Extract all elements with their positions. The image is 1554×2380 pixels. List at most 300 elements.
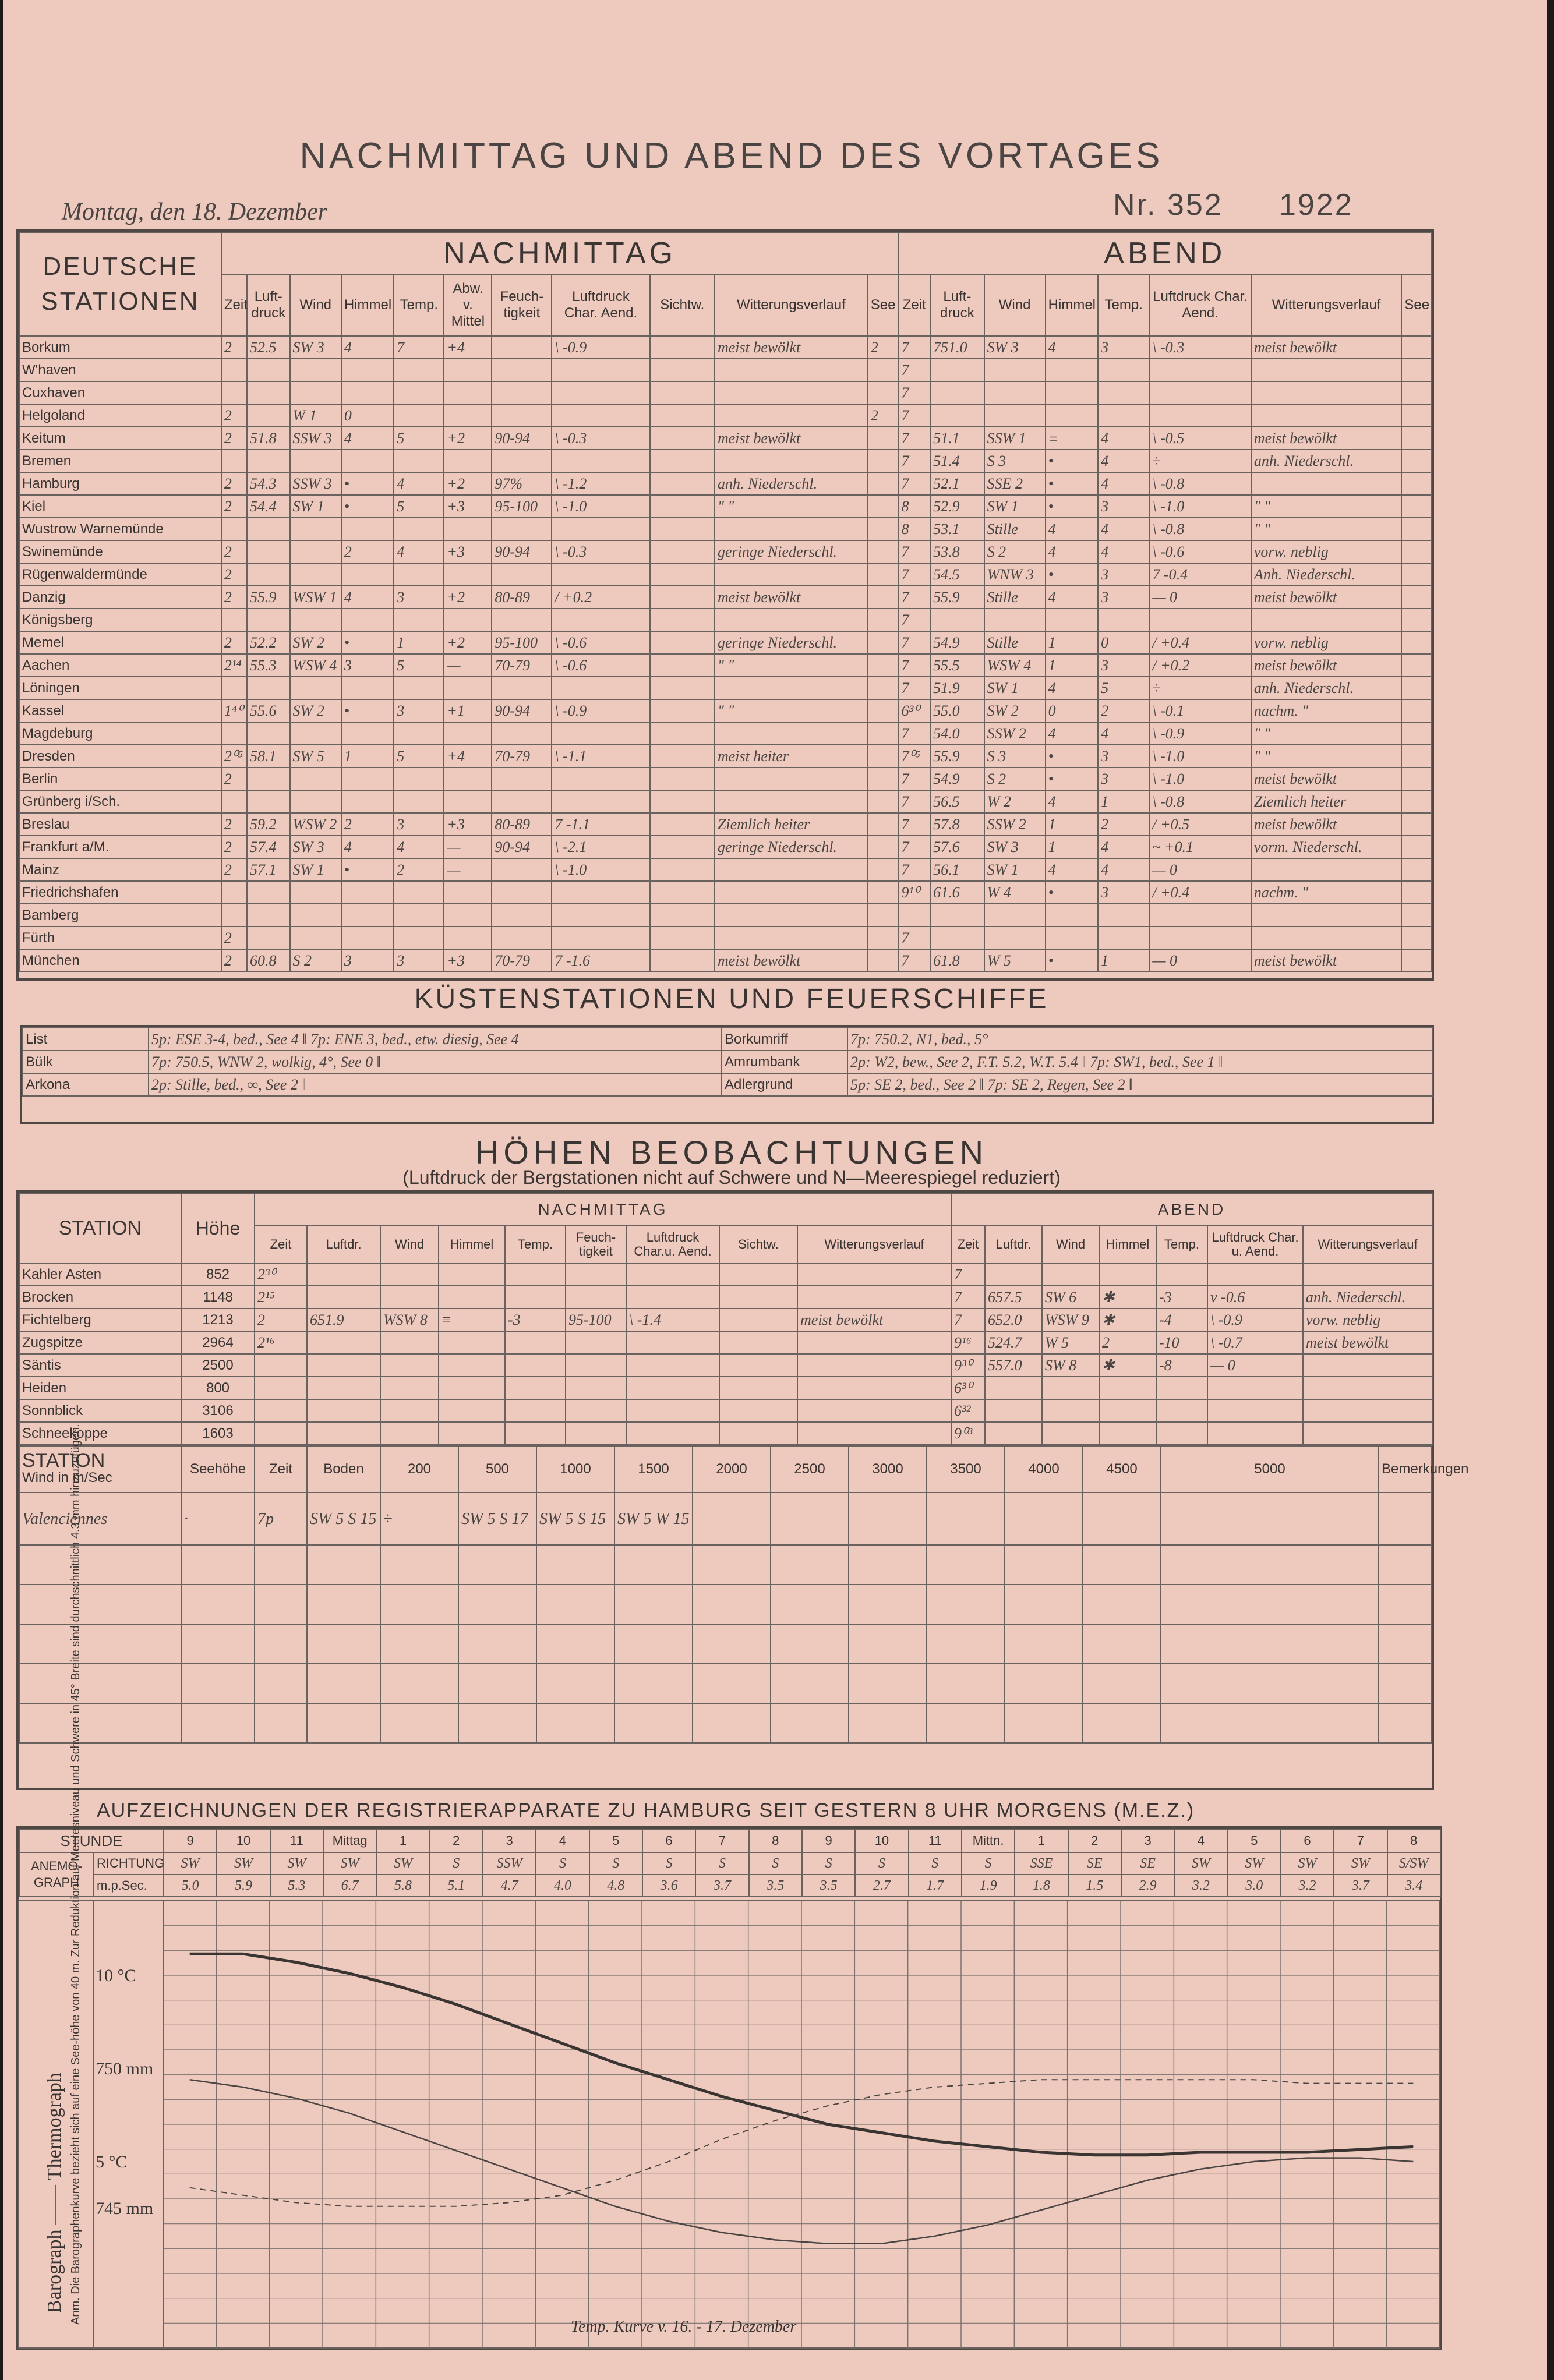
nm-cell — [650, 790, 715, 813]
ab-cell: 4 — [1098, 858, 1149, 881]
direction-cell: SW — [164, 1852, 217, 1875]
nm-cell — [868, 904, 899, 926]
direction-cell: SW — [1174, 1852, 1227, 1875]
direction-cell: SW — [270, 1852, 323, 1875]
ab-cell: S 2 — [984, 768, 1046, 790]
wind-col-header: 4500 — [1083, 1446, 1161, 1493]
hour-cell: 9 — [802, 1829, 855, 1852]
wind-cell: ÷ — [380, 1493, 458, 1545]
ab-cell: \ -0.8 — [1149, 518, 1251, 540]
table-row — [19, 427, 1431, 450]
nm-cell — [505, 1377, 566, 1399]
nm-cell — [394, 609, 444, 631]
ab-cell — [1098, 904, 1149, 926]
nm-cell — [307, 1377, 380, 1399]
ab-cell: 1 — [1046, 836, 1098, 858]
nm-cell: 54.3 — [247, 472, 290, 495]
wind-cell: 7p — [255, 1493, 307, 1545]
nm-cell: 5 — [394, 427, 444, 450]
ab-cell: / +0.5 — [1149, 813, 1251, 836]
ab-cell: 7 — [898, 472, 930, 495]
table-row — [19, 858, 1431, 881]
speed-cell: 1.7 — [909, 1875, 962, 1897]
empty-cell — [307, 1703, 380, 1743]
ab-cell: 53.8 — [930, 540, 984, 563]
station-name: Aachen — [19, 654, 221, 677]
nm-cell — [715, 518, 868, 540]
nm-cell: SW 5 — [290, 745, 341, 768]
nm-cell: 2 — [221, 836, 247, 858]
nm-col-header: Abw. v. Mittel — [444, 274, 492, 336]
nm-cell — [492, 722, 552, 745]
ab-cell: Anh. Niederschl. — [1251, 563, 1402, 586]
empty-cell — [380, 1703, 458, 1743]
direction-cell: S — [909, 1852, 962, 1875]
nm-cell — [715, 768, 868, 790]
nm-cell — [307, 1422, 380, 1445]
heights-nm-col-header: Luftdruck Char.u. Aend. — [626, 1226, 719, 1263]
ab-cell: 3 — [1098, 495, 1149, 518]
nm-cell — [650, 722, 715, 745]
nm-cell — [221, 518, 247, 540]
empty-cell — [1161, 1545, 1379, 1585]
nm-cell — [492, 518, 552, 540]
nm-col-header: Luft-druck — [247, 274, 290, 336]
wind-cell — [1005, 1493, 1083, 1545]
nm-cell — [626, 1331, 719, 1354]
nm-cell: 80-89 — [492, 813, 552, 836]
nm-cell: 70-79 — [492, 654, 552, 677]
nm-cell — [505, 1331, 566, 1354]
ab-cell: • — [1046, 563, 1098, 586]
ab-col-header: Wind — [984, 274, 1046, 336]
empty-cell — [849, 1545, 927, 1585]
empty-cell — [536, 1545, 614, 1585]
nm-cell — [221, 722, 247, 745]
speed-cell: 3.0 — [1228, 1875, 1281, 1897]
nm-cell — [868, 631, 899, 654]
ab-cell — [1401, 926, 1431, 949]
wind-col-header: 5000 — [1161, 1446, 1379, 1493]
ab-cell: nachm. " — [1251, 699, 1402, 722]
nm-cell — [650, 336, 715, 359]
ab-cell — [985, 1399, 1042, 1422]
nm-cell — [394, 563, 444, 586]
nm-cell — [247, 904, 290, 926]
nm-cell — [341, 722, 394, 745]
nm-cell — [290, 904, 341, 926]
empty-cell — [380, 1624, 458, 1664]
nm-cell: 1⁴⁰ — [221, 699, 247, 722]
empty-cell — [380, 1545, 458, 1585]
ab-cell — [1149, 404, 1251, 427]
nm-cell — [719, 1309, 797, 1331]
nm-cell: 55.6 — [247, 699, 290, 722]
ab-col-header: Temp. — [1098, 274, 1149, 336]
nm-cell — [444, 359, 492, 381]
nm-cell — [650, 745, 715, 768]
heights-nm-col-header: Himmel — [439, 1226, 505, 1263]
nm-cell — [394, 404, 444, 427]
table-row — [19, 1545, 1431, 1585]
nm-cell — [492, 858, 552, 881]
nm-cell: +3 — [444, 813, 492, 836]
station-name: Dresden — [19, 745, 221, 768]
ab-cell: WNW 3 — [984, 563, 1046, 586]
wind-col-header: Seehöhe — [181, 1446, 255, 1493]
nm-cell — [566, 1422, 626, 1445]
ab-cell: 1 — [1046, 654, 1098, 677]
report-year: 1922 — [1279, 188, 1354, 222]
direction-cell: SSW — [483, 1852, 536, 1875]
ab-cell: 7 — [898, 677, 930, 699]
ab-cell — [1401, 654, 1431, 677]
nm-cell — [492, 336, 552, 359]
speed-cell: 5.0 — [164, 1875, 217, 1897]
empty-cell — [380, 1664, 458, 1703]
ab-cell: meist bewölkt — [1251, 427, 1402, 450]
ab-cell — [1401, 427, 1431, 450]
nm-cell: 4 — [394, 836, 444, 858]
nm-cell — [341, 450, 394, 472]
nm-cell: +4 — [444, 745, 492, 768]
nm-cell — [552, 768, 649, 790]
nm-cell — [394, 518, 444, 540]
ab-cell: 7 — [898, 381, 930, 404]
nm-cell — [444, 722, 492, 745]
nm-cell — [868, 495, 899, 518]
ab-cell: 55.9 — [930, 586, 984, 609]
empty-cell — [536, 1624, 614, 1664]
ab-cell — [1207, 1263, 1303, 1286]
ab-cell — [1401, 336, 1431, 359]
nm-cell: WSW 1 — [290, 586, 341, 609]
hour-cell: 7 — [695, 1829, 748, 1852]
ab-cell — [1401, 631, 1431, 654]
nm-cell: +2 — [444, 472, 492, 495]
nm-cell: geringe Niederschl. — [715, 540, 868, 563]
nm-cell: — — [444, 836, 492, 858]
heights-ab-col-header: Luftdr. — [985, 1226, 1042, 1263]
ab-cell: 52.1 — [930, 472, 984, 495]
hour-cell: 8 — [1387, 1829, 1440, 1852]
nm-cell — [650, 926, 715, 949]
ab-cell: 1 — [1098, 949, 1149, 972]
speed-cell: 3.2 — [1281, 1875, 1334, 1897]
ab-cell: " " — [1251, 722, 1402, 745]
direction-cell: SW — [376, 1852, 429, 1875]
speed-cell: 3.6 — [642, 1875, 695, 1897]
wind-col-header: 1000 — [536, 1446, 614, 1493]
ab-cell: • — [1046, 949, 1098, 972]
nm-cell: +2 — [444, 427, 492, 450]
direction-cell: SE — [1121, 1852, 1174, 1875]
empty-cell — [255, 1624, 307, 1664]
nm-cell — [394, 450, 444, 472]
nm-cell — [650, 654, 715, 677]
nm-cell — [797, 1331, 951, 1354]
nachmittag-header: NACHMITTAG — [221, 232, 899, 274]
nm-cell — [715, 790, 868, 813]
empty-cell — [181, 1664, 255, 1703]
empty-cell — [458, 1545, 536, 1585]
coastal-station: List — [23, 1028, 149, 1051]
empty-cell — [1379, 1703, 1431, 1743]
table-row — [19, 926, 1431, 949]
nm-cell: • — [341, 472, 394, 495]
nm-cell — [492, 450, 552, 472]
empty-cell — [19, 1703, 181, 1743]
nm-cell: anh. Niederschl. — [715, 472, 868, 495]
table-row — [19, 699, 1431, 722]
ab-cell — [1042, 1422, 1099, 1445]
wind-col-header: 2000 — [693, 1446, 771, 1493]
ab-cell — [1401, 904, 1431, 926]
ab-cell: SSW 1 — [984, 427, 1046, 450]
nm-cell: SW 2 — [290, 699, 341, 722]
ab-cell — [1046, 381, 1098, 404]
nm-cell: \ -0.6 — [552, 654, 649, 677]
ab-cell: 54.9 — [930, 768, 984, 790]
nm-cell: meist bewölkt — [715, 949, 868, 972]
ab-cell — [1401, 722, 1431, 745]
recorder-title: AUFZEICHNUNGEN DER REGISTRIERAPPARATE ZU HAMBURG SEIT GESTERN 8 UHR MORGENS (M.E.Z.) — [97, 1799, 1195, 1822]
nm-cell — [566, 1331, 626, 1354]
ab-cell: ~ +0.1 — [1149, 836, 1251, 858]
empty-cell — [1005, 1545, 1083, 1585]
ab-cell: — 0 — [1149, 949, 1251, 972]
nm-cell — [307, 1286, 380, 1309]
ab-cell: • — [1046, 450, 1098, 472]
nm-cell: 2 — [221, 540, 247, 563]
nm-cell — [307, 1331, 380, 1354]
ab-cell: 7 -0.4 — [1149, 563, 1251, 586]
nm-cell: 5 — [394, 745, 444, 768]
heights-nm-col-header: Feuch-tigkeit — [566, 1226, 626, 1263]
ab-cell: 3 — [1098, 881, 1149, 904]
station-name: Danzig — [19, 586, 221, 609]
empty-cell — [458, 1664, 536, 1703]
ab-cell — [1401, 563, 1431, 586]
nm-cell — [552, 518, 649, 540]
nm-cell — [868, 427, 899, 450]
nm-cell — [221, 677, 247, 699]
table-row — [19, 1354, 1432, 1377]
ab-cell: ÷ — [1149, 677, 1251, 699]
table-row — [19, 518, 1431, 540]
nm-cell — [650, 381, 715, 404]
nm-cell: W 1 — [290, 404, 341, 427]
ab-cell: WSW 4 — [984, 654, 1046, 677]
nm-cell: 57.4 — [247, 836, 290, 858]
empty-cell — [307, 1664, 380, 1703]
ab-cell — [1046, 904, 1098, 926]
nm-cell — [439, 1286, 505, 1309]
nm-cell: \ -1.1 — [552, 745, 649, 768]
anemo-label: ANEMO- — [31, 1859, 82, 1873]
coastal-row — [23, 1073, 1432, 1096]
empty-cell — [1083, 1664, 1161, 1703]
heights-frame — [16, 1190, 1469, 1790]
ab-cell: 4 — [1098, 472, 1149, 495]
table-row — [19, 1422, 1432, 1445]
nm-cell — [868, 858, 899, 881]
nm-cell — [439, 1263, 505, 1286]
speed-cell: 1.8 — [1015, 1875, 1068, 1897]
wind-heights-table — [19, 1445, 1469, 1744]
empty-cell — [1005, 1624, 1083, 1664]
wind-cell — [771, 1493, 849, 1545]
ab-cell — [1401, 359, 1431, 381]
wind-col-header: 3000 — [849, 1446, 927, 1493]
nm-cell: 90-94 — [492, 540, 552, 563]
mountain-station: Heiden — [19, 1377, 181, 1399]
station-height: 800 — [181, 1377, 255, 1399]
ab-cell: SW 1 — [984, 495, 1046, 518]
empty-cell — [614, 1585, 693, 1624]
station-name: Magdeburg — [19, 722, 221, 745]
heights-height-header: Höhe — [181, 1193, 255, 1263]
table-row — [19, 1493, 1431, 1545]
report-date: Montag, den 18. Dezember — [62, 199, 328, 225]
nm-cell — [247, 404, 290, 427]
ab-cell — [984, 609, 1046, 631]
speed-cell: 4.0 — [536, 1875, 589, 1897]
nm-cell — [394, 926, 444, 949]
nm-cell: 2³⁰ — [255, 1263, 307, 1286]
nm-cell — [247, 677, 290, 699]
speed-row — [19, 1875, 1440, 1897]
ab-cell — [1401, 836, 1431, 858]
nm-cell — [797, 1399, 951, 1422]
empty-cell — [771, 1585, 849, 1624]
direction-row — [19, 1852, 1440, 1875]
nm-cell — [868, 745, 899, 768]
nm-cell — [247, 563, 290, 586]
nm-cell: 2 — [221, 631, 247, 654]
nm-cell — [341, 790, 394, 813]
nm-cell — [715, 359, 868, 381]
ab-cell: SW 1 — [984, 858, 1046, 881]
nm-cell — [290, 722, 341, 745]
nm-cell: 2 — [221, 336, 247, 359]
table-row — [19, 904, 1431, 926]
ab-cell — [1401, 404, 1431, 427]
nm-cell — [868, 881, 899, 904]
mountain-station: Schneekoppe — [19, 1422, 181, 1445]
empty-cell — [536, 1703, 614, 1743]
nm-cell — [444, 563, 492, 586]
nm-cell: 7 -1.6 — [552, 949, 649, 972]
ab-cell — [1251, 926, 1402, 949]
nm-cell: 7 — [394, 336, 444, 359]
hour-cell: 2 — [430, 1829, 483, 1852]
nm-cell — [552, 722, 649, 745]
nm-cell: SW 1 — [290, 495, 341, 518]
table-row — [19, 1377, 1432, 1399]
wind-col-header: 500 — [458, 1446, 536, 1493]
ab-cell — [1098, 404, 1149, 427]
ab-cell: \ -0.1 — [1149, 699, 1251, 722]
nm-cell — [255, 1354, 307, 1377]
nm-cell — [394, 359, 444, 381]
speed-cell: 3.4 — [1387, 1875, 1440, 1897]
nm-cell: 95-100 — [492, 495, 552, 518]
nm-cell — [650, 404, 715, 427]
nm-cell — [650, 609, 715, 631]
nm-cell — [492, 904, 552, 926]
speed-cell: 5.3 — [270, 1875, 323, 1897]
nm-cell — [444, 404, 492, 427]
nm-cell: +3 — [444, 495, 492, 518]
mountain-station: Säntis — [19, 1354, 181, 1377]
nm-cell: " " — [715, 495, 868, 518]
nm-cell — [715, 381, 868, 404]
ab-cell: • — [1046, 495, 1098, 518]
ab-cell: 7 — [898, 790, 930, 813]
ab-cell: 6³² — [951, 1399, 985, 1422]
nm-cell — [341, 881, 394, 904]
ab-cell: 2 — [1099, 1331, 1156, 1354]
ab-cell: meist bewölkt — [1251, 813, 1402, 836]
wind-col-header: Zeit — [255, 1446, 307, 1493]
nm-cell — [492, 790, 552, 813]
nm-cell: 2 — [868, 336, 899, 359]
ab-cell: 524.7 — [985, 1331, 1042, 1354]
empty-cell — [19, 1545, 181, 1585]
ab-cell — [1046, 359, 1098, 381]
empty-cell — [927, 1703, 1005, 1743]
ab-cell: 1 — [1046, 631, 1098, 654]
ab-cell: 56.1 — [930, 858, 984, 881]
station-height: 2500 — [181, 1354, 255, 1377]
nm-cell: 1 — [341, 745, 394, 768]
nm-cell — [719, 1377, 797, 1399]
nm-cell — [650, 699, 715, 722]
nm-cell — [247, 450, 290, 472]
nm-cell — [715, 404, 868, 427]
empty-cell — [693, 1703, 771, 1743]
empty-cell — [927, 1585, 1005, 1624]
ab-cell — [930, 381, 984, 404]
ab-cell — [1156, 1263, 1207, 1286]
station-height: 2964 — [181, 1331, 255, 1354]
wind-station-label: STATION — [22, 1449, 105, 1472]
ab-cell: 4 — [1046, 858, 1098, 881]
ab-cell: 7 — [898, 631, 930, 654]
table-row — [19, 1399, 1432, 1422]
nm-cell: 1 — [394, 631, 444, 654]
nm-cell: • — [341, 495, 394, 518]
nm-cell: 2 — [341, 813, 394, 836]
ab-cell: vorw. neblig — [1251, 540, 1402, 563]
ab-cell: 1 — [1046, 813, 1098, 836]
ab-cell: 55.0 — [930, 699, 984, 722]
nm-cell — [444, 609, 492, 631]
table-row — [19, 609, 1431, 631]
nm-cell — [394, 790, 444, 813]
ab-cell: 1 — [1098, 790, 1149, 813]
nm-cell — [247, 609, 290, 631]
speed-cell: 4.8 — [589, 1875, 642, 1897]
hour-cell: 3 — [483, 1829, 536, 1852]
heights-station-header: STATION — [19, 1193, 181, 1263]
nm-cell — [715, 677, 868, 699]
nm-cell — [719, 1422, 797, 1445]
hour-cell: 8 — [749, 1829, 802, 1852]
nm-cell: Ziemlich heiter — [715, 813, 868, 836]
station-name: Helgoland — [19, 404, 221, 427]
